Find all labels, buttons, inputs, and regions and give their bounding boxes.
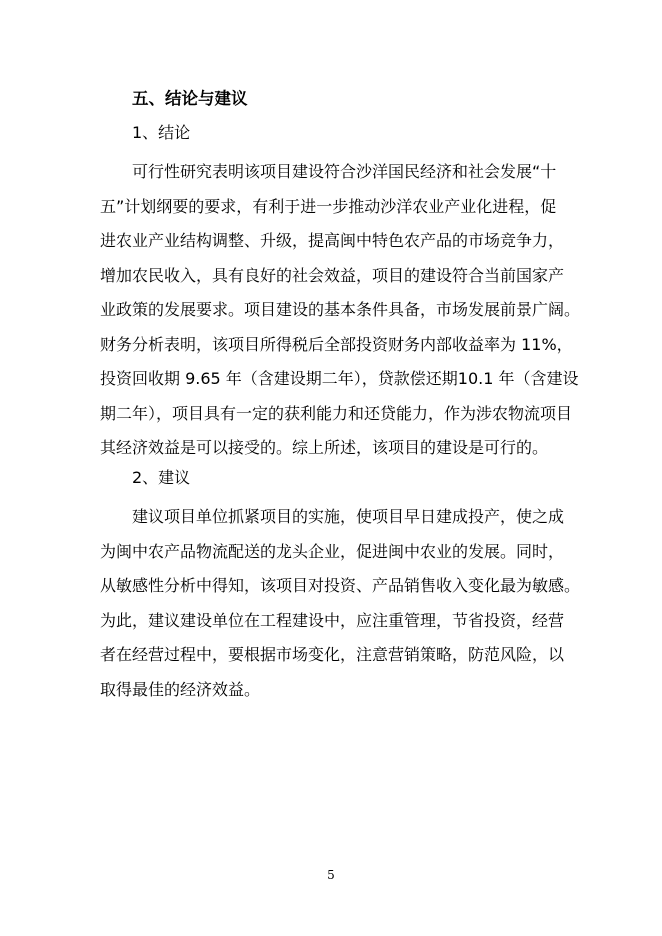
page-number: 5 (327, 868, 335, 882)
paragraph-line: 其经济效益是可以接受的。综上所述，该项目的建设是可行的。 (100, 438, 549, 457)
section-heading: 五、结论与建议 (132, 89, 248, 108)
paragraph-line: 建议项目单位抓紧项目的实施，使项目早日建成投产，使之成 (132, 507, 565, 526)
paragraph-line: 期二年），项目具有一定的获利能力和还贷能力，作为涉农物流项目 (100, 403, 573, 423)
paragraph-line: 为闽中农产品物流配送的龙头企业，促进闽中农业的发展。同时， (100, 541, 565, 561)
paragraph-line: 业政策的发展要求。项目建设的基本条件具备，市场发展前景广阔。 (100, 300, 581, 319)
paragraph-line: 取得最佳的经济效益。 (100, 679, 261, 699)
conclusion-paragraph (100, 155, 581, 466)
paragraph-line: 从敏感性分析中得知，该项目对投资、产品销售收入变化最为敏感。 (100, 576, 581, 595)
paragraph-line: 进农业产业结构调整、升级，提高闽中特色农产品的市场竞争力， (100, 231, 565, 250)
suggestion-title: 2、建议 (132, 468, 191, 487)
paragraph-line: 五”计划纲要的要求，有利于进一步推动沙洋农业产业化进程，促 (100, 196, 557, 216)
paragraph-line: 者在经营过程中，要根据市场变化，注意营销策略，防范风险，以 (100, 645, 565, 664)
paragraph-line: 为此，建议建设单位在工程建设中，应注重管理，节省投资，经营 (100, 610, 565, 630)
paragraph-line: 可行性研究表明该项目建设符合沙洋国民经济和社会发展“十 (132, 162, 557, 181)
paragraph-line: 投资回收期 9.65 年（含建设期二年），贷款偿还期10.1 年（含建设 (100, 369, 579, 388)
conclusion-title: 1、结论 (132, 123, 191, 142)
suggestion-paragraph (100, 500, 581, 707)
paragraph-line: 增加农民收入，具有良好的社会效益，项目的建设符合当前国家产 (100, 265, 565, 285)
paragraph-line: 财务分析表明，该项目所得税后全部投资财务内部收益率为 11%， (100, 334, 573, 354)
